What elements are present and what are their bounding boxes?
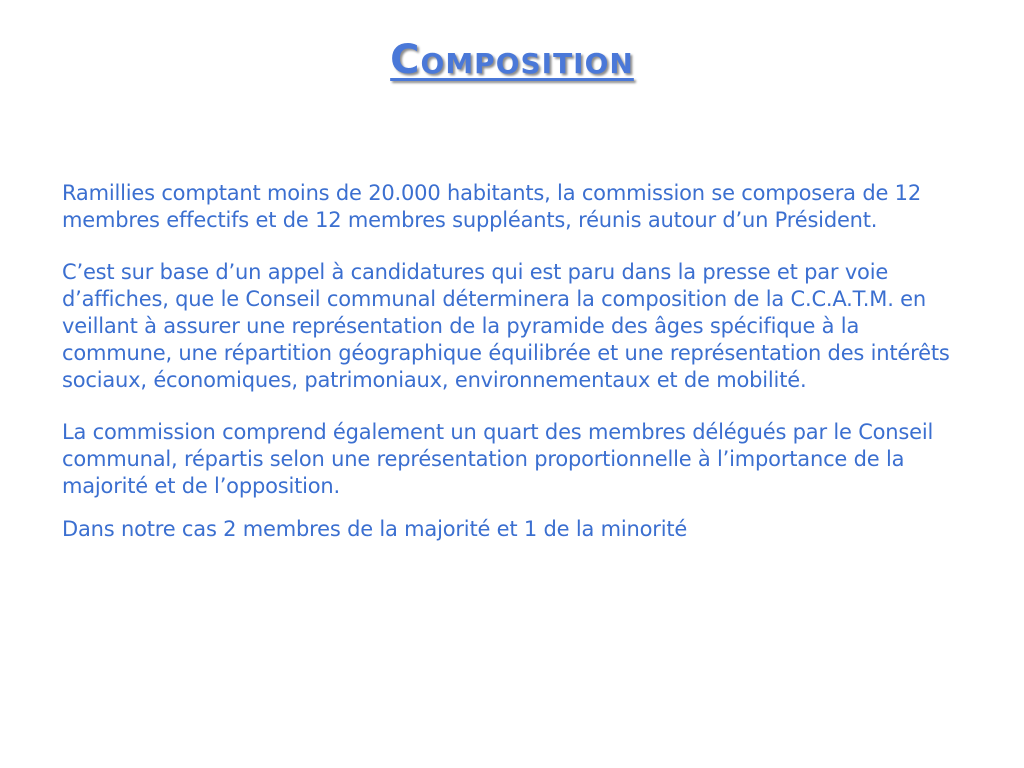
- paragraph-composition-size: Ramillies comptant moins de 20.000 habitants, la commission se composera de 12 membres effectifs et de 12 membres suppléants, réunis autour d’un Président.: [62, 181, 921, 232]
- paragraph-candidatures: C’est sur base d’un appel à candidatures qui est paru dans la presse et par voie d’affiches, que le Conseil communal déterminera la composition de la C.C.A.T.M. en veillant à assurer une représentation de la pyramide des âges spécifique à la commune, une répartition géographique équilibrée et une représentation des intérêts sociaux, économiques, patrimoniaux, environnementaux et de mobilité.: [62, 260, 950, 392]
- paragraph-delegated-members: La commission comprend également un quart des membres délégués par le Conseil communal, répartis selon une représentation proportionnelle à l’importance de la majorité et de l’opposition.: [62, 420, 934, 498]
- paragraph-our-case: Dans notre cas 2 membres de la majorité et 1 de la minorité: [62, 517, 688, 541]
- slide-title: Composition: [390, 37, 634, 83]
- slide-body: [62, 180, 967, 568]
